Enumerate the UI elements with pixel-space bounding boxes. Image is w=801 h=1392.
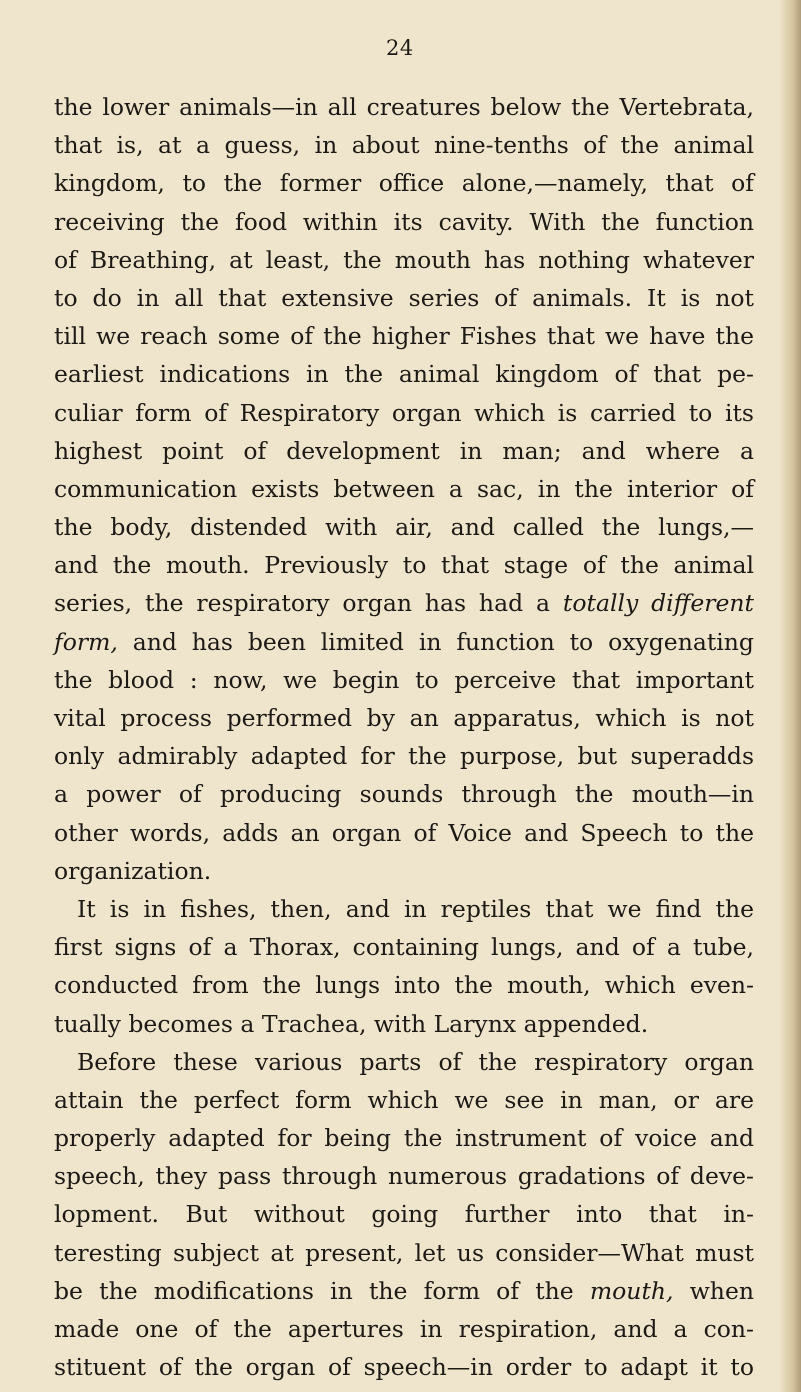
text-line: and the mouth. Previously to that stage of the animal	[54, 551, 754, 580]
text-line-with-italic	[54, 584, 754, 622]
text-line: properly adapted for being the instrument of voice and	[54, 1124, 754, 1153]
text-line: to do in all that extensive series of animals. It is not	[54, 283, 754, 312]
text-line: till we reach some of the higher Fishes that we have the	[54, 322, 754, 351]
page-edge-shadow	[779, 0, 801, 1392]
text-line: a power of producing sounds through the mouth—in	[54, 780, 754, 809]
italic-emphasis: totally different	[562, 589, 754, 618]
text-line: culiar form of Respiratory organ which is carried to its	[54, 398, 754, 427]
text-segment: be the modifications in the form of the	[54, 1276, 574, 1305]
text-line: the blood : now, we begin to perceive that important	[54, 665, 754, 694]
text-line: speech, they pass through numerous gradations of deve-	[54, 1162, 754, 1191]
text-segment: and has been limited in function to oxygenating	[132, 627, 754, 656]
text-line: the body, distended with air, and called the lungs,—	[54, 513, 754, 542]
page-number: 24	[386, 36, 414, 60]
text-line: conducted from the lungs into the mouth, which even-	[54, 971, 754, 1000]
text-line: of Breathing, at least, the mouth has nothing whatever	[54, 245, 754, 274]
text-line: the lower animals—in all creatures below the Vertebrata,	[54, 93, 754, 121]
text-line: earliest indications in the animal kingdom of that pe-	[54, 360, 754, 389]
text-line: first signs of a Thorax, containing lungs, and of a tube,	[54, 933, 754, 962]
text-segment: series, the respiratory organ has had a	[54, 589, 551, 618]
text-line-with-italic	[54, 1272, 754, 1310]
paragraph-start-line: Before these various parts of the respiratory organ	[77, 1047, 754, 1076]
text-line: tually becomes a Trachea, with Larynx appended.	[54, 1009, 649, 1038]
paragraph-start-line: It is in fishes, then, and in reptiles that we find the	[77, 894, 754, 923]
text-line: communication exists between a sac, in the interior of	[54, 474, 754, 503]
text-line: lopment. But without going further into that in-	[54, 1200, 754, 1229]
text-line: vital process performed by an apparatus, which is not	[54, 704, 754, 732]
text-line: attain the perfect form which we see in man, or are	[54, 1085, 754, 1114]
text-line: teresting subject at present, let us consider—What must	[54, 1238, 754, 1267]
text-line: stituent of the organ of speech—in order to adapt it to	[54, 1353, 754, 1382]
text-line: that is, at a guess, in about nine-tenths of the animal	[54, 131, 754, 160]
text-line: other words, adds an organ of Voice and Speech to the	[54, 818, 754, 847]
text-line: receiving the food within its cavity. With the function	[54, 207, 754, 236]
text-line: kingdom, to the former office alone,—namely, that of	[54, 169, 754, 198]
text-segment: when	[689, 1276, 754, 1305]
text-line: only admirably adapted for the purpose, but superadds	[54, 742, 754, 771]
body-text	[54, 88, 754, 1386]
text-line: organization.	[54, 856, 212, 885]
text-line: highest point of development in man; and where a	[54, 436, 754, 465]
text-line-with-italic	[54, 623, 754, 661]
text-line: made one of the apertures in respiration, and a con-	[54, 1315, 754, 1343]
italic-emphasis: form,	[54, 627, 118, 656]
italic-emphasis: mouth,	[589, 1276, 674, 1305]
